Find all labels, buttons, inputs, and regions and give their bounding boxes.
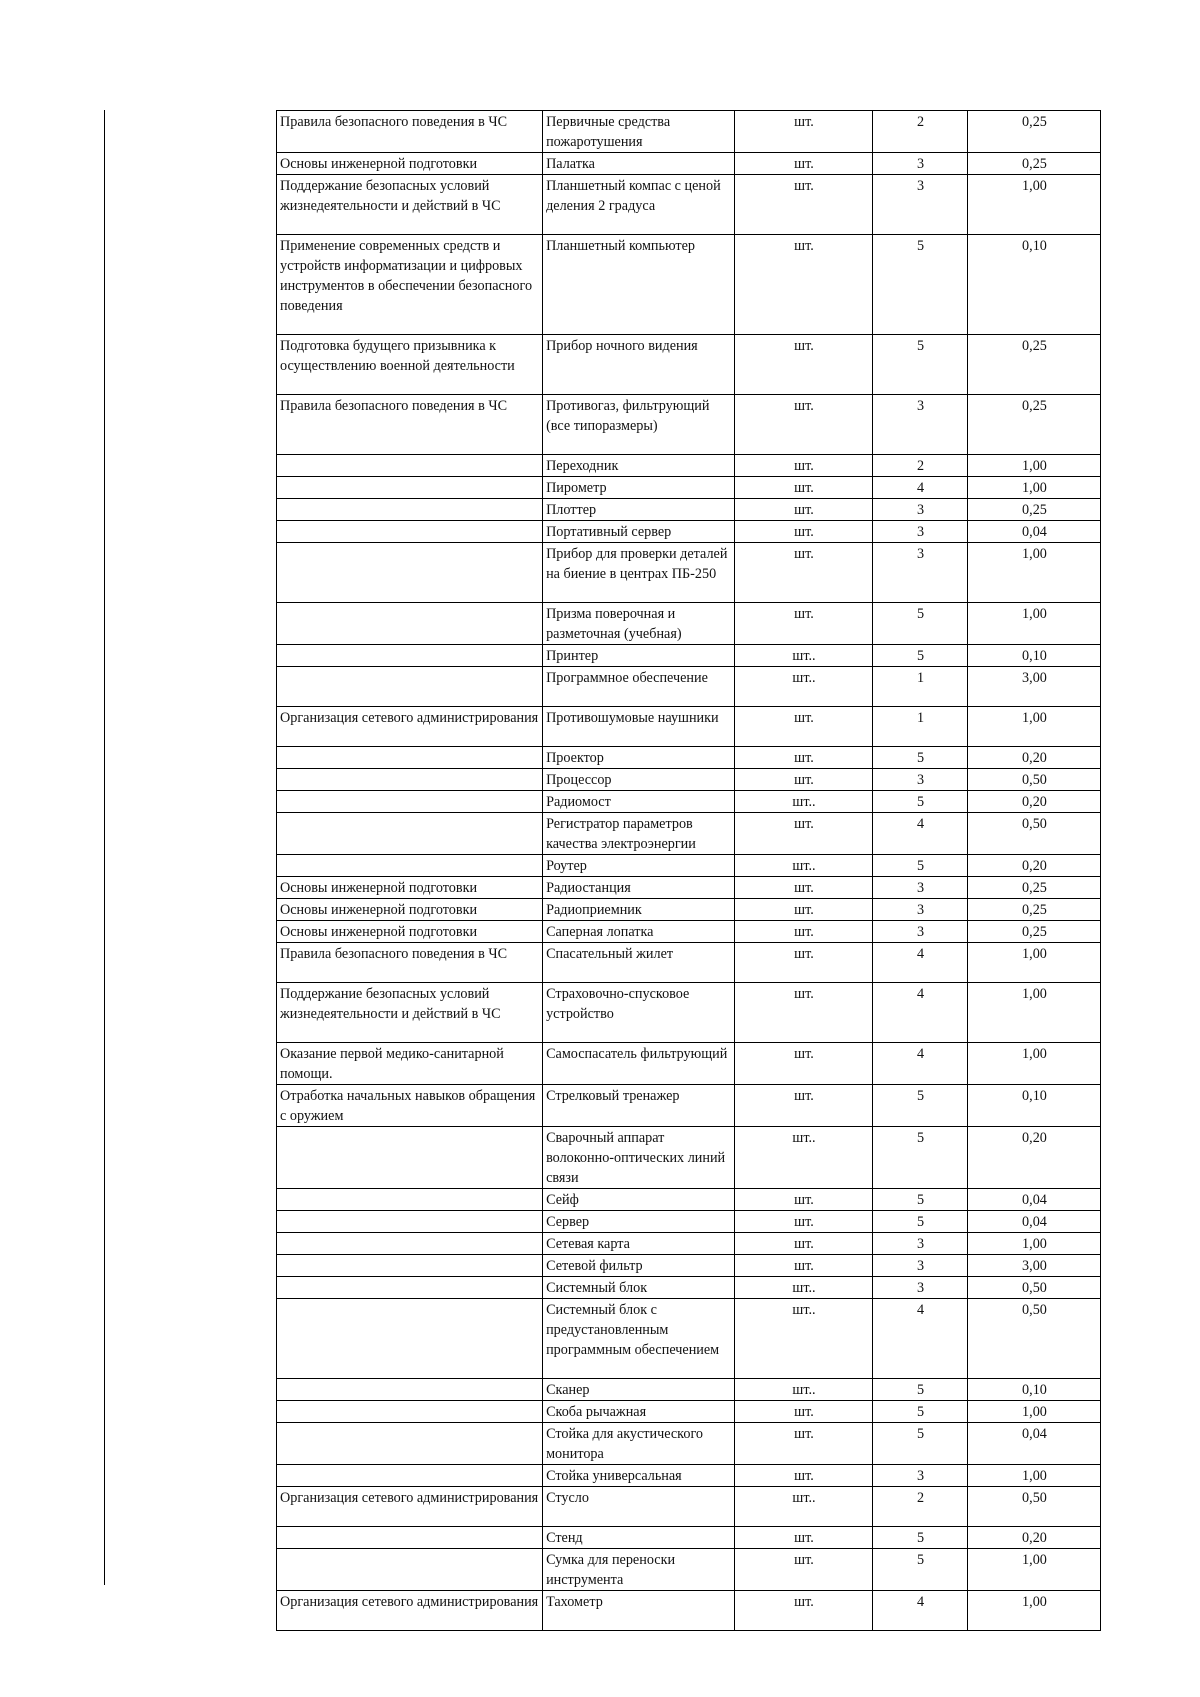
quantity-cell: 5 <box>873 1211 968 1233</box>
unit-cell: шт. <box>734 747 872 769</box>
unit-cell: шт.. <box>734 1299 872 1379</box>
unit-cell: шт. <box>734 543 872 603</box>
equipment-table <box>276 110 1101 1631</box>
table-row <box>277 921 1101 943</box>
unit-cell: шт.. <box>734 1487 872 1527</box>
item-name-cell: Первичные средства пожаротушения <box>543 111 735 153</box>
quantity-cell: 5 <box>873 1379 968 1401</box>
value-cell: 0,20 <box>967 855 1100 877</box>
section-cell <box>277 603 543 645</box>
section-cell <box>277 747 543 769</box>
item-name-cell: Проектор <box>543 747 735 769</box>
item-name-cell: Тахометр <box>543 1591 735 1631</box>
item-name-cell: Стенд <box>543 1527 735 1549</box>
item-name-cell: Пирометр <box>543 477 735 499</box>
quantity-cell: 5 <box>873 747 968 769</box>
table-row <box>277 395 1101 455</box>
unit-cell: шт. <box>734 707 872 747</box>
quantity-cell: 2 <box>873 111 968 153</box>
table-row <box>277 667 1101 707</box>
section-cell <box>277 1189 543 1211</box>
section-cell: Правила безопасного поведения в ЧС <box>277 395 543 455</box>
section-cell: Организация сетевого администрирования <box>277 1591 543 1631</box>
unit-cell: шт. <box>734 983 872 1043</box>
item-name-cell: Спасательный жилет <box>543 943 735 983</box>
quantity-cell: 3 <box>873 153 968 175</box>
item-name-cell: Стойка универсальная <box>543 1465 735 1487</box>
value-cell: 1,00 <box>967 1233 1100 1255</box>
unit-cell: шт. <box>734 235 872 335</box>
quantity-cell: 4 <box>873 1043 968 1085</box>
section-cell <box>277 543 543 603</box>
unit-cell: шт. <box>734 813 872 855</box>
table-row <box>277 1423 1101 1465</box>
value-cell: 1,00 <box>967 707 1100 747</box>
table-row <box>277 335 1101 395</box>
value-cell: 0,25 <box>967 153 1100 175</box>
section-cell: Организация сетевого администрирования <box>277 1487 543 1527</box>
table-row <box>277 521 1101 543</box>
value-cell: 0,10 <box>967 235 1100 335</box>
unit-cell: шт. <box>734 921 872 943</box>
value-cell: 0,50 <box>967 1277 1100 1299</box>
unit-cell: шт. <box>734 1085 872 1127</box>
unit-cell: шт. <box>734 899 872 921</box>
item-name-cell: Системный блок с предустановленным программным обеспечением <box>543 1299 735 1379</box>
unit-cell: шт.. <box>734 645 872 667</box>
quantity-cell: 5 <box>873 335 968 395</box>
quantity-cell: 5 <box>873 603 968 645</box>
table-row <box>277 855 1101 877</box>
unit-cell: шт.. <box>734 1379 872 1401</box>
quantity-cell: 3 <box>873 899 968 921</box>
unit-cell: шт. <box>734 335 872 395</box>
quantity-cell: 5 <box>873 1189 968 1211</box>
table-row <box>277 899 1101 921</box>
item-name-cell: Сумка для переноски инструмента <box>543 1549 735 1591</box>
quantity-cell: 2 <box>873 455 968 477</box>
quantity-cell: 4 <box>873 1299 968 1379</box>
quantity-cell: 4 <box>873 1591 968 1631</box>
unit-cell: шт. <box>734 1211 872 1233</box>
section-cell <box>277 1255 543 1277</box>
item-name-cell: Роутер <box>543 855 735 877</box>
value-cell: 0,10 <box>967 645 1100 667</box>
item-name-cell: Стусло <box>543 1487 735 1527</box>
section-cell: Оказание первой медико-санитарной помощи. <box>277 1043 543 1085</box>
table-row <box>277 1527 1101 1549</box>
section-cell <box>277 1127 543 1189</box>
unit-cell: шт. <box>734 477 872 499</box>
value-cell: 1,00 <box>967 943 1100 983</box>
item-name-cell: Палатка <box>543 153 735 175</box>
quantity-cell: 2 <box>873 1487 968 1527</box>
item-name-cell: Переходник <box>543 455 735 477</box>
quantity-cell: 3 <box>873 921 968 943</box>
section-cell: Правила безопасного поведения в ЧС <box>277 943 543 983</box>
value-cell: 0,04 <box>967 521 1100 543</box>
section-cell: Отработка начальных навыков обращения с оружием <box>277 1085 543 1127</box>
item-name-cell: Сервер <box>543 1211 735 1233</box>
table-row <box>277 747 1101 769</box>
value-cell: 1,00 <box>967 603 1100 645</box>
value-cell: 0,20 <box>967 1527 1100 1549</box>
value-cell: 1,00 <box>967 1465 1100 1487</box>
unit-cell: шт. <box>734 769 872 791</box>
section-cell: Основы инженерной подготовки <box>277 153 543 175</box>
item-name-cell: Сканер <box>543 1379 735 1401</box>
unit-cell: шт. <box>734 1527 872 1549</box>
section-cell <box>277 1277 543 1299</box>
section-cell: Основы инженерной подготовки <box>277 899 543 921</box>
value-cell: 1,00 <box>967 477 1100 499</box>
section-cell: Основы инженерной подготовки <box>277 877 543 899</box>
section-cell <box>277 791 543 813</box>
item-name-cell: Регистратор параметров качества электроэнергии <box>543 813 735 855</box>
quantity-cell: 4 <box>873 943 968 983</box>
item-name-cell: Сварочный аппарат волоконно-оптических линий связи <box>543 1127 735 1189</box>
item-name-cell: Стрелковый тренажер <box>543 1085 735 1127</box>
quantity-cell: 5 <box>873 1401 968 1423</box>
table-row <box>277 111 1101 153</box>
section-cell <box>277 1211 543 1233</box>
table-row <box>277 1277 1101 1299</box>
item-name-cell: Радиомост <box>543 791 735 813</box>
table-row <box>277 499 1101 521</box>
unit-cell: шт. <box>734 877 872 899</box>
section-cell: Подготовка будущего призывника к осуществлению военной деятельности <box>277 335 543 395</box>
quantity-cell: 5 <box>873 235 968 335</box>
section-cell <box>277 499 543 521</box>
item-name-cell: Радиостанция <box>543 877 735 899</box>
section-cell <box>277 645 543 667</box>
quantity-cell: 1 <box>873 707 968 747</box>
quantity-cell: 4 <box>873 813 968 855</box>
value-cell: 0,04 <box>967 1423 1100 1465</box>
value-cell: 0,20 <box>967 747 1100 769</box>
section-cell <box>277 1465 543 1487</box>
quantity-cell: 5 <box>873 1549 968 1591</box>
section-cell: Правила безопасного поведения в ЧС <box>277 111 543 153</box>
section-cell <box>277 667 543 707</box>
quantity-cell: 3 <box>873 769 968 791</box>
unit-cell: шт. <box>734 1043 872 1085</box>
table-row <box>277 791 1101 813</box>
value-cell: 0,25 <box>967 877 1100 899</box>
value-cell: 1,00 <box>967 1043 1100 1085</box>
item-name-cell: Противогаз, фильтрующий (все типоразмеры) <box>543 395 735 455</box>
section-cell <box>277 1379 543 1401</box>
section-cell: Организация сетевого администрирования <box>277 707 543 747</box>
quantity-cell: 3 <box>873 521 968 543</box>
value-cell: 0,25 <box>967 395 1100 455</box>
table-row <box>277 235 1101 335</box>
value-cell: 0,10 <box>967 1085 1100 1127</box>
value-cell: 0,10 <box>967 1379 1100 1401</box>
unit-cell: шт.. <box>734 791 872 813</box>
item-name-cell: Сетевой фильтр <box>543 1255 735 1277</box>
unit-cell: шт. <box>734 1255 872 1277</box>
value-cell: 0,50 <box>967 1487 1100 1527</box>
section-cell <box>277 1299 543 1379</box>
unit-cell: шт. <box>734 943 872 983</box>
unit-cell: шт.. <box>734 667 872 707</box>
item-name-cell: Портативный сервер <box>543 521 735 543</box>
value-cell: 1,00 <box>967 455 1100 477</box>
unit-cell: шт. <box>734 499 872 521</box>
item-name-cell: Сетевая карта <box>543 1233 735 1255</box>
table-row <box>277 1549 1101 1591</box>
quantity-cell: 5 <box>873 1127 968 1189</box>
unit-cell: шт. <box>734 1549 872 1591</box>
value-cell: 0,20 <box>967 1127 1100 1189</box>
table-row <box>277 813 1101 855</box>
table-row <box>277 175 1101 235</box>
table-row <box>277 877 1101 899</box>
item-name-cell: Скоба рычажная <box>543 1401 735 1423</box>
section-cell <box>277 477 543 499</box>
quantity-cell: 3 <box>873 1255 968 1277</box>
value-cell: 1,00 <box>967 1549 1100 1591</box>
section-cell <box>277 455 543 477</box>
value-cell: 1,00 <box>967 983 1100 1043</box>
item-name-cell: Призма поверочная и разметочная (учебная) <box>543 603 735 645</box>
unit-cell: шт. <box>734 1423 872 1465</box>
table-row <box>277 477 1101 499</box>
quantity-cell: 1 <box>873 667 968 707</box>
quantity-cell: 5 <box>873 645 968 667</box>
quantity-cell: 3 <box>873 1465 968 1487</box>
item-name-cell: Страховочно-спусковое устройство <box>543 983 735 1043</box>
page-margin-rule <box>104 110 105 1585</box>
section-cell <box>277 1233 543 1255</box>
section-cell <box>277 521 543 543</box>
quantity-cell: 3 <box>873 1277 968 1299</box>
table-row <box>277 645 1101 667</box>
table-row <box>277 1233 1101 1255</box>
value-cell: 1,00 <box>967 175 1100 235</box>
value-cell: 0,50 <box>967 1299 1100 1379</box>
table-row <box>277 153 1101 175</box>
table-row <box>277 983 1101 1043</box>
unit-cell: шт. <box>734 1465 872 1487</box>
quantity-cell: 3 <box>873 175 968 235</box>
unit-cell: шт. <box>734 603 872 645</box>
quantity-cell: 3 <box>873 499 968 521</box>
section-cell <box>277 769 543 791</box>
unit-cell: шт. <box>734 1401 872 1423</box>
table-row <box>277 1043 1101 1085</box>
unit-cell: шт. <box>734 521 872 543</box>
unit-cell: шт.. <box>734 1277 872 1299</box>
section-cell <box>277 1527 543 1549</box>
item-name-cell: Программное обеспечение <box>543 667 735 707</box>
quantity-cell: 4 <box>873 983 968 1043</box>
unit-cell: шт.. <box>734 1127 872 1189</box>
table-row <box>277 1299 1101 1379</box>
table-row <box>277 1591 1101 1631</box>
item-name-cell: Прибор ночного видения <box>543 335 735 395</box>
value-cell: 0,25 <box>967 899 1100 921</box>
table-row <box>277 1085 1101 1127</box>
table-row <box>277 543 1101 603</box>
item-name-cell: Планшетный компас с ценой деления 2 градуса <box>543 175 735 235</box>
section-cell <box>277 855 543 877</box>
unit-cell: шт. <box>734 455 872 477</box>
table-row <box>277 1127 1101 1189</box>
item-name-cell: Стойка для акустического монитора <box>543 1423 735 1465</box>
table-row <box>277 943 1101 983</box>
quantity-cell: 5 <box>873 1085 968 1127</box>
item-name-cell: Принтер <box>543 645 735 667</box>
unit-cell: шт. <box>734 1591 872 1631</box>
item-name-cell: Планшетный компьютер <box>543 235 735 335</box>
unit-cell: шт. <box>734 1233 872 1255</box>
quantity-cell: 5 <box>873 855 968 877</box>
value-cell: 1,00 <box>967 1591 1100 1631</box>
section-cell <box>277 813 543 855</box>
quantity-cell: 3 <box>873 1233 968 1255</box>
unit-cell: шт. <box>734 111 872 153</box>
item-name-cell: Сейф <box>543 1189 735 1211</box>
table-row <box>277 455 1101 477</box>
value-cell: 0,04 <box>967 1189 1100 1211</box>
section-cell <box>277 1549 543 1591</box>
value-cell: 0,25 <box>967 499 1100 521</box>
item-name-cell: Процессор <box>543 769 735 791</box>
table-row <box>277 1211 1101 1233</box>
unit-cell: шт. <box>734 153 872 175</box>
section-cell <box>277 1423 543 1465</box>
equipment-table-body <box>277 111 1101 1631</box>
section-cell: Применение современных средств и устройств информатизации и цифровых инструментов в обеспечении безопасного поведения <box>277 235 543 335</box>
item-name-cell: Саперная лопатка <box>543 921 735 943</box>
value-cell: 1,00 <box>967 543 1100 603</box>
item-name-cell: Радиоприемник <box>543 899 735 921</box>
item-name-cell: Системный блок <box>543 1277 735 1299</box>
value-cell: 0,25 <box>967 111 1100 153</box>
table-row <box>277 769 1101 791</box>
item-name-cell: Противошумовые наушники <box>543 707 735 747</box>
value-cell: 0,50 <box>967 769 1100 791</box>
table-row <box>277 1465 1101 1487</box>
quantity-cell: 3 <box>873 543 968 603</box>
table-row <box>277 1255 1101 1277</box>
value-cell: 3,00 <box>967 1255 1100 1277</box>
value-cell: 0,25 <box>967 335 1100 395</box>
item-name-cell: Прибор для проверки деталей на биение в центрах ПБ-250 <box>543 543 735 603</box>
quantity-cell: 3 <box>873 877 968 899</box>
section-cell: Поддержание безопасных условий жизнедеятельности и действий в ЧС <box>277 983 543 1043</box>
unit-cell: шт. <box>734 175 872 235</box>
value-cell: 0,25 <box>967 921 1100 943</box>
section-cell: Поддержание безопасных условий жизнедеятельности и действий в ЧС <box>277 175 543 235</box>
value-cell: 0,50 <box>967 813 1100 855</box>
table-row <box>277 1401 1101 1423</box>
quantity-cell: 5 <box>873 1527 968 1549</box>
value-cell: 0,20 <box>967 791 1100 813</box>
table-row <box>277 1189 1101 1211</box>
item-name-cell: Плоттер <box>543 499 735 521</box>
table-row <box>277 603 1101 645</box>
section-cell <box>277 1401 543 1423</box>
value-cell: 1,00 <box>967 1401 1100 1423</box>
unit-cell: шт. <box>734 1189 872 1211</box>
table-row <box>277 707 1101 747</box>
value-cell: 3,00 <box>967 667 1100 707</box>
unit-cell: шт.. <box>734 855 872 877</box>
quantity-cell: 3 <box>873 395 968 455</box>
quantity-cell: 5 <box>873 1423 968 1465</box>
section-cell: Основы инженерной подготовки <box>277 921 543 943</box>
quantity-cell: 4 <box>873 477 968 499</box>
table-row <box>277 1487 1101 1527</box>
value-cell: 0,04 <box>967 1211 1100 1233</box>
item-name-cell: Самоспасатель фильтрующий <box>543 1043 735 1085</box>
table-row <box>277 1379 1101 1401</box>
quantity-cell: 5 <box>873 791 968 813</box>
unit-cell: шт. <box>734 395 872 455</box>
